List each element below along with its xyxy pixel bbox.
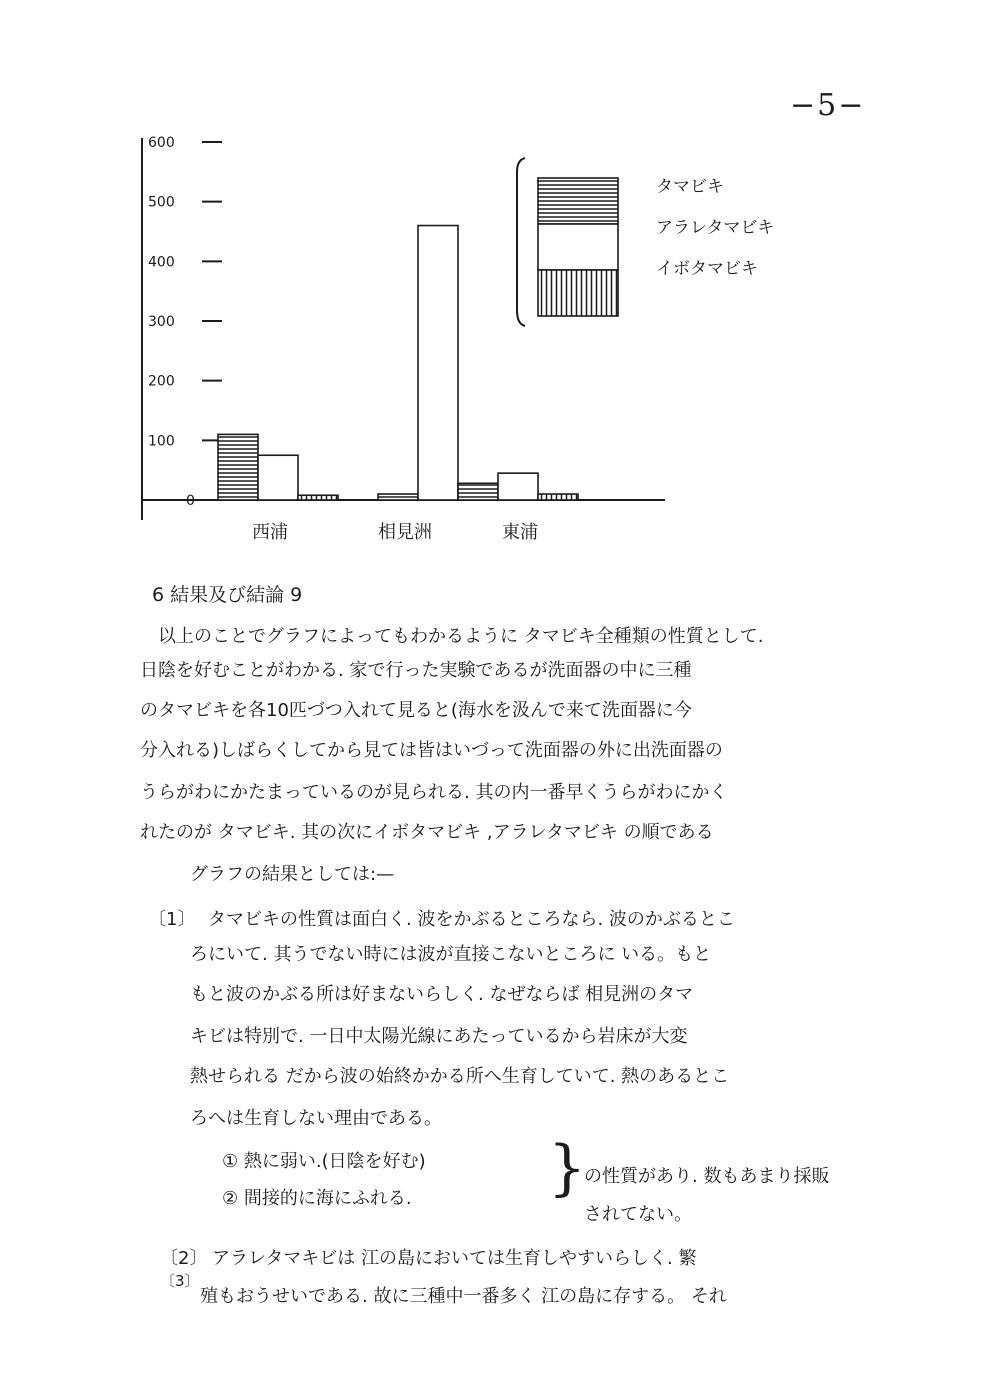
sub-point-1: ① 熱に弱い.(日陰を好む) <box>222 1151 426 1172</box>
y-tick-label: 500 <box>148 194 175 211</box>
bar-2-0 <box>458 483 498 500</box>
legend-bracket <box>517 158 525 326</box>
item-2-text: アラレタマキビは 江の島においては生育しやすいらしく. 繁 <box>212 1248 697 1269</box>
brace-note-1: の性質があり. 数もあまり採販 <box>584 1166 830 1187</box>
brace-symbol: } <box>548 1133 587 1203</box>
item-1-line: ろへは生育しない理由である。 <box>190 1108 442 1129</box>
item-1-label: 〔1〕 <box>148 909 196 930</box>
item-1-line: ろにいて. 其うでない時には波が直接こないところに いる。もと <box>190 944 712 965</box>
category-label: 東浦 <box>502 522 538 543</box>
bar-2-2 <box>538 494 578 500</box>
item-3-text: 殖もおうせいである. 故に三種中一番多く 江の島に存する。 それ <box>200 1286 727 1307</box>
brace-note-2: されてない。 <box>584 1204 692 1225</box>
bar-2-1 <box>498 473 538 500</box>
category-label: 相見洲 <box>378 522 432 543</box>
paragraph-line: のタマビキを各10匹づつ入れて見ると(海水を汲んで来て洗面器に今 <box>140 700 692 721</box>
category-label: 西浦 <box>252 522 288 543</box>
paragraph-line: 以上のことでグラフによってもわかるように タマビキ全種類の性質として. <box>158 626 764 647</box>
paragraph-line: グラフの結果としては:— <box>190 864 395 885</box>
item-1-line: もと波のかぶる所は好まないらしく. なぜならば 相見洲のタマ <box>190 984 694 1005</box>
sub-point-2: ② 間接的に海にふれる. <box>222 1188 412 1209</box>
section-heading: 6 結果及び結論 9 <box>152 584 303 606</box>
y-tick-label: 300 <box>148 314 175 330</box>
y-tick-label: 400 <box>148 254 175 271</box>
paragraph-line: 日陰を好むことがわかる. 家で行った実験であるが洗面器の中に三種 <box>140 660 692 681</box>
bar-chart <box>120 120 820 550</box>
item-1-line: キビは特別で. 一日中太陽光線にあたっているから岩床が大変 <box>190 1026 688 1047</box>
y-tick-label: 0 <box>186 493 195 509</box>
paragraph-line: うらがわにかたまっているのが見られる. 其の内一番早くうらがわにかく <box>140 782 728 803</box>
bar-0-0 <box>218 434 258 500</box>
item-1-line: タマビキの性質は面白く. 波をかぶるところなら. 波のかぶるとこ <box>208 909 735 930</box>
item-3-label: 〔3〕 <box>160 1272 200 1290</box>
legend-swatch-0 <box>538 178 618 224</box>
y-tick-label: 200 <box>148 373 175 390</box>
page-number: −5− <box>790 88 866 123</box>
bar-0-2 <box>298 495 338 500</box>
bar-1-1 <box>418 226 458 500</box>
bar-1-0 <box>378 494 418 500</box>
y-tick-label: 100 <box>148 433 175 450</box>
legend-label-1: アラレタマビキ <box>656 218 775 238</box>
y-tick-label: 600 <box>148 135 175 151</box>
bar-0-1 <box>258 455 298 500</box>
legend-swatch-2 <box>538 270 618 316</box>
paragraph-line: れたのが タマビキ. 其の次にイボタマビキ ,アラレタマビキ の順である <box>140 822 714 843</box>
item-2-label: 〔2〕 <box>160 1248 208 1269</box>
legend-label-2: イボタマビキ <box>656 259 758 279</box>
paragraph-line: 分入れる)しばらくしてから見ては皆はいづって洗面器の外に出洗面器の <box>140 740 723 761</box>
legend-label-0: タマビキ <box>656 177 724 197</box>
item-1-line: 熱せられる だから波の始終かかる所へ生育していて. 熱のあるとこ <box>190 1066 730 1087</box>
chart-legend <box>517 158 774 326</box>
legend-swatch-1 <box>538 224 618 270</box>
